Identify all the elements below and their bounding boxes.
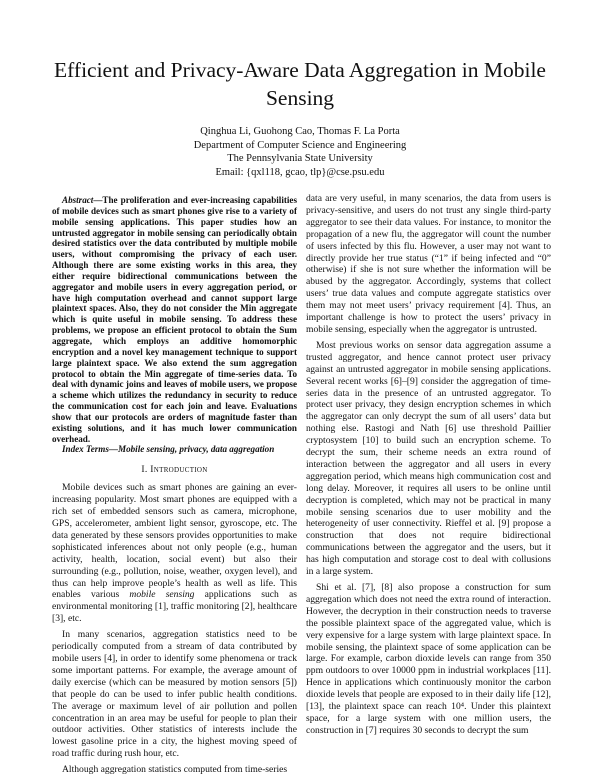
author-block [100,125,500,179]
right-paragraph-2: Most previous works on sensor data aggregation assume a trusted aggregator, and hence cannot protect user privacy against an untrusted aggregator in mobile sensing applications. Several recent works [6]–[9] consider the aggregation of time-series data in the presence of an untrusted aggregator. To protect user privacy, they design encryption schemes in which the aggregator can only decrypt the sum of all users’ data but nothing else. Rastogi and Nath [6] use threshold Paillier cryptosystem [10] to build such an encryption scheme. To decrypt the sum, their scheme needs an extra round of interaction between the aggregator and all users in every aggregation period, which means high communication cost and long delay. Moreover, it requires all users to be online until decryption is completed, which may not be practical in many mobile sensing scenarios due to user mobility and the heterogeneity of user connectivity. Rieffel et al. [9] propose a construction that does not require bidirectional communications between the aggregator and the users, but it has high computation and storage cost to deal with collusions in a large system. [306,339,551,578]
author-university: The Pennsylvania State University [227,153,373,164]
section-heading-introduction: I. Introduction [141,464,208,476]
intro-p1-text-a: Mobile devices such as smart phones are gaining an ever-increasing popularity. Most smart phones are equipped with a rich set of embedded sensors such as camera, microphone, GPS, accelerometer, ambient light sensor, gyroscope, etc. The data generated by these sensors provides opportunities to make sophisticated inferences about not only people (e.g., human activity, health, location, social event) but also their surrounding (e.g., pollution, noise, weather, oxygen level), and thus can help improve people’s health as well as life. This enables various [52,482,297,601]
abstract-text: —The proliferation and ever-increasing capabilities of mobile devices such as smart phones give rise to a variety of mobile sensing applications. This paper studies how an untrusted aggregator in mobile sensing can periodically obtain desired statistics over the data contributed by multiple mobile users, without compromising the privacy of each user. Although there are some existing works in this area, they either require bidirectional communications between the aggregator and mobile users in every aggregation period, or have high computation overhead and cannot support large plaintext spaces. Also, they do not consider the Min aggregate which is quite useful in mobile sensing. To address these problems, we propose an efficient protocol to obtain the Sum aggregate, which employs an additive homomorphic encryption and a novel key management technique to support large plaintext space. We also extend the sum aggregation protocol to obtain the Min aggregate of time-series data. To deal with dynamic joins and leaves of mobile users, we propose a scheme which utilizes the redundancy in security to reduce the communication cost for each join and leave. Evaluations show that our protocols are orders of magnitude faster than existing solutions, and it has much lower communication overhead. [52,195,297,444]
paper-title: Efficient and Privacy-Aware Data Aggregation in Mobile Sensing [54,58,546,110]
author-email: Email: {qxl118, gcao, tlp}@cse.psu.edu [215,166,385,178]
author-department: Department of Computer Science and Engineering [193,139,407,151]
abstract-label: Abstract [62,195,94,205]
right-paragraph-3: Shi et al. [7], [8] also propose a construction for sum aggregation which does not need the extra round of interaction. However, the decryption in their construction needs to traverse the possible plaintext space of the aggregated value, which is very expensive for a large system with large plaintext space. In mobile sensing, the plaintext space of some application can be large. For example, carbon dioxide levels can range from 350 ppm outdoors to over 10000 ppm in industrial workplaces [11]. Hence in applications which continuously monitor the carbon dioxide levels that people are exposed to in their daily life [12], [13], the plaintext space can reach 10⁴. Under this plaintext space, for a large system with one million users, the construction in [7] requires 30 seconds to decrypt the sum [306,582,551,736]
intro-p1-emphasis: mobile sensing [129,589,195,601]
right-paragraph-1: data are very useful, in many scenarios, the data from users is privacy-sensitive, and users do not trust any single third-party aggregator to see their data values. For instance, to monitor the propagation of a new flu, the aggregator will count the number of users infected by this flu. However, a user may not want to directly provide her true status (“1” if being infected and “0” otherwise) if she is not sure whether the information will be abused by the aggregator. Accordingly, systems that collect users’ true data values and compute aggregate statistics over them may not meet users’ privacy requirement [4]. Thus, an important challenge is how to protect the users’ privacy in mobile sensing, especially when the aggregator is untrusted. [306,193,551,335]
intro-paragraph-2: In many scenarios, aggregation statistics need to be periodically computed from a stream of data contributed by mobile users [4], in order to identify some phenomena or track some important patterns. For example, the average amount of daily exercise (which can be measured by motion sensors [5]) that people do can be used to infer public health conditions. The average or maximum level of air pollution and pollen concentration in an area may be useful for people to plan their outdoor activities. Other statistics of interests include the lowest gasoline price in a city, the highest moving speed of road traffic during rush hour, etc. [52,629,297,760]
intro-paragraph-3: Although aggregation statistics computed from time-series [62,764,288,776]
intro-paragraph-1 [52,482,297,625]
author-names: Qinghua Li, Guohong Cao, Thomas F. La Porta [200,126,400,137]
right-column [306,193,551,737]
left-column [52,195,297,776]
index-terms: Index Terms—Mobile sensing, privacy, data aggregation [62,444,275,455]
intro-p1-text-b: applications such as environmental monitoring [1], traffic monitoring [2], healthcare [3], etc. [52,589,297,625]
abstract [52,195,297,444]
